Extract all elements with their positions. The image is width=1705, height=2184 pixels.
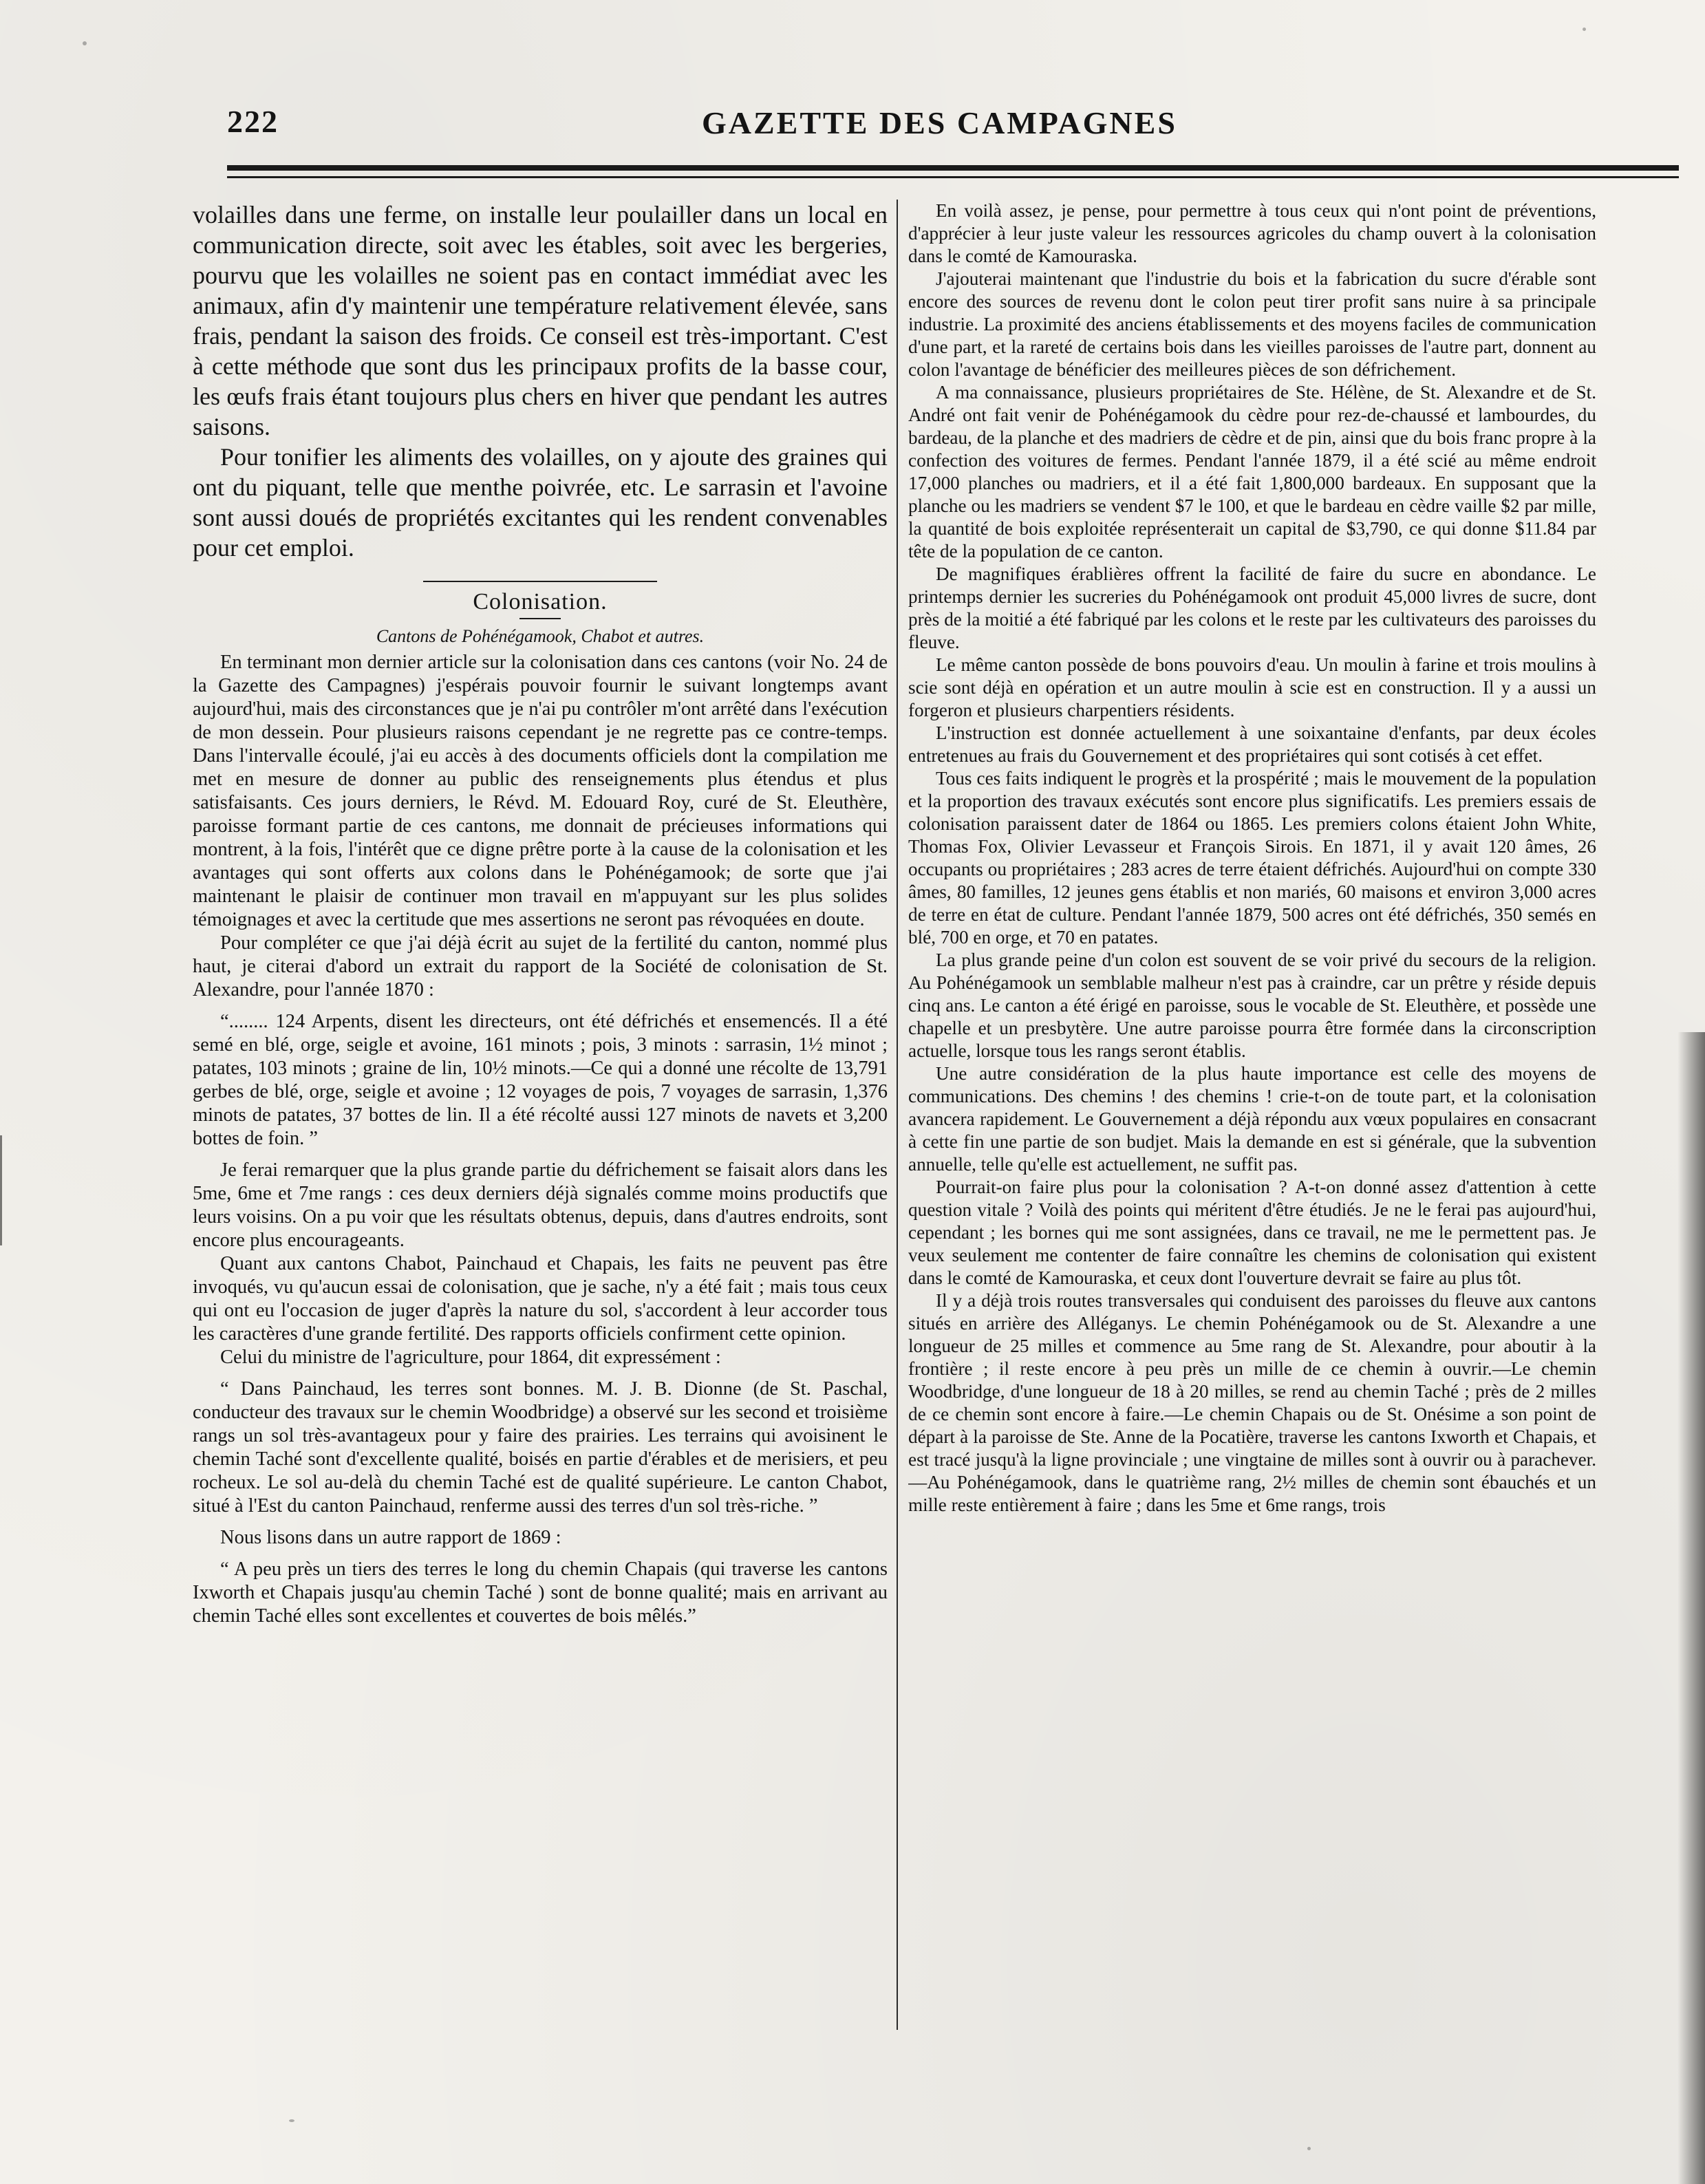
intro-text-block	[193, 200, 888, 563]
running-title: GAZETTE DES CAMPAGNES	[702, 105, 1177, 140]
scan-speck	[1307, 2147, 1311, 2150]
article-paragraph: En terminant mon dernier article sur la colonisation dans ces cantons (voir No. 24 de la Gazette des Campagnes) j'espérais pouvoir fournir le suivant longtemps avant aujourd'hui, mais des circonstances que je n'ai pu contrôler m'ont arrêté dans l'exécution de mon dessein. Pour plusieurs raisons cependant je ne regrette pas ce contre-temps. Dans l'intervalle écoulé, j'ai eu accès à des documents officiels dont la compilation me met en mesure de donner au public des renseignements plus étendus et plus satisfaisants. Ces jours derniers, le Révd. M. Edouard Roy, curé de St. Eleuthère, paroisse formant partie de ces cantons, me donnait de précieuses informations qui montrent, à la fois, l'intérêt que ce digne prêtre porte à la cause de la colonisation et les avantages qui sont offerts aux colons dans le Pohénégamook; de sorte que j'ai maintenant le plaisir de continuer mon travail en m'appuyant sur les plus solides témoignages et avec la certitude que mes assertions ne seront pas révoquées en doute.	[193, 652, 888, 930]
section-title: Colonisation.	[473, 589, 608, 614]
section-subtitle: Cantons de Pohénégamook, Chabot et autres.	[376, 626, 705, 646]
page-header	[227, 103, 1679, 151]
quoted-report: “........ 124 Arpents, disent les directeurs, ont été défrichés et ensemencés. Il a été semé en blé, orge, seigle et avoine, 161 minots ; pois, 3 minots : sarrasin, 1½ minot ; patates, 103 minots ; graine de lin, 10½ minots.—Ce qui a donné une récolte de 13,791 gerbes de blé, orge, seigle et avoine ; 12 voyages de pois, 7 voyages de sarrasin, 1,376 minots de patates, 37 bottes de lin. Il a été récolté aussi 127 minots de navets et 3,200 bottes de foin. ”	[193, 1011, 888, 1149]
intro-paragraph: volailles dans une ferme, on installe leur poulailler dans un local en communication directe, soit avec les étables, soit avec les bergeries, pourvu que les volailles ne soient pas en contact immédiat avec les animaux, afin d'y maintenir une température relativement élevée, sans frais, pendant la saison des froids. Ce conseil est très-important. C'est à cette méthode que sont dus les principaux profits de la basse cour, les œufs frais étant toujours plus chers en hiver que pendant les autres saisons.	[193, 201, 888, 440]
article-paragraph: Celui du ministre de l'agriculture, pour 1864, dit expressément :	[220, 1347, 721, 1368]
article-paragraph: Le même canton possède de bons pouvoirs d'eau. Un moulin à farine et trois moulins à scie sont déjà en opération et un autre moulin à scie est en construction. Il y a aussi un forgeron et plusieurs charpentiers résidents.	[908, 654, 1596, 720]
scan-edge-shadow	[1677, 1032, 1705, 2184]
article-paragraph: J'ajouterai maintenant que l'industrie du bois et la fabrication du sucre d'érable sont encore des sources de revenu dont le colon peut tirer profit sans nuire à sa principale industrie. La proximité des anciens établissements et des moyens faciles de communication d'une part, et la rareté de certains bois dans les vieilles paroisses de l'autre part, donnent au colon l'avantage de bénéficier des meilleures pièces de son défrichement.	[908, 268, 1596, 380]
scan-speck	[83, 41, 87, 45]
article-paragraph: Une autre considération de la plus haute importance est celle des moyens de communications. Des chemins ! des chemins ! crie-t-on de toute part, et la colonisation avancera rapidement. Le Gouvernement a déjà répondu aux vœux populaires en consacrant à cette fin une partie de son budjet. Mais la demande en est si générale, que la subvention annuelle, telle qu'elle est actuellement, ne suffit pas.	[908, 1063, 1596, 1175]
quoted-report: “ A peu près un tiers des terres le long du chemin Chapais (qui traverse les cantons Ixworth et Chapais jusqu'au chemin Taché ) sont de bonne qualité; mais en arrivant au chemin Taché elles sont excellentes et couvertes de bois mêlés.”	[193, 1559, 888, 1627]
header-rule-thin	[227, 176, 1679, 178]
article-paragraph: De magnifiques érablières offrent la facilité de faire du sucre en abondance. Le printemps dernier les sucreries du Pohénégamook ont produit 45,000 livres de sucre, dont près de la moitié a été fabriqué par les colons et le reste par les cultivateurs des paroisses du fleuve.	[908, 564, 1596, 652]
page-number: 222	[227, 104, 279, 139]
article-paragraph: Tous ces faits indiquent le progrès et la prospérité ; mais le mouvement de la population et la proportion des travaux exécutés sont encore plus significatifs. Les premiers essais de colonisation paraissent dater de 1864 ou 1865. Les premiers colons étaient John White, Thomas Fox, Olivier Levasseur et François Sirois. En 1871, il y avait 120 âmes, 26 occupants ou propriétaires ; 283 acres de terre étaient défrichés. Aujourd'hui on compte 330 âmes, 80 familles, 12 jeunes gens établis et non mariés, 60 maisons et environ 3,000 acres de terre en état de culture. Pendant l'année 1879, 500 acres ont été défrichés, 350 semés en blé, 700 en orge, et 70 en patates.	[908, 768, 1596, 948]
scan-speck	[1583, 28, 1586, 31]
article-paragraph: La plus grande peine d'un colon est souvent de se voir privé du secours de la religion. Au Pohénégamook un semblable malheur n'est pas à craindre, car un prêtre y réside depuis cinq ans. Le canton a été érigé en paroisse, sous le vocable de St. Eleuthère, et possède une chapelle et un presbytère. Une autre paroisse pourra être formée dans la circonscription actuelle, lorsque tous les rangs seront établis.	[908, 950, 1596, 1061]
article-paragraph: Pourrait-on faire plus pour la colonisation ? A-t-on donné assez d'attention à cette question vitale ? Voilà des points qui méritent d'être étudiés. Je ne le ferai pas aujourd'hui, cependant ; les bornes qui me sont assignées, dans ce travail, ne me le permettent pas. Je veux seulement me contenter de faire connaître les chemins de colonisation qui existent dans le comté de Kamouraska, et ceux dont l'ouverture devrait se faire au plus tôt.	[908, 1177, 1596, 1288]
article-paragraph: Il y a déjà trois routes transversales qui conduisent des paroisses du fleuve aux cantons situés en arrière des Alléganys. Le chemin Pohénégamook ou de St. Alexandre a une longueur de 25 milles et commence au 5me rang de St. Alexandre, pour aboutir à la frontière ; il reste encore à peu près un mille de ce chemin à ouvrir.—Le chemin Woodbridge, d'une longueur de 18 à 20 milles, se rend au chemin Taché ; près de 2 milles de ce chemin sont encore à faire.—Le chemin Chapais ou de St. Onésime a son point de départ à la paroisse de Ste. Anne de la Pocatière, traverse les cantons Ixworth et Chapais, et est tracé jusqu'à la ligne provinciale ; une vingtaine de milles sont à ouvrir ou à parachever.—Au Pohénégamook, dans le quatrième rang, 2½ milles de chemin sont ébauchés et un mille reste entièrement à faire ; dans les 5me et 6me rangs, trois	[908, 1290, 1596, 1515]
article-paragraph: Pour compléter ce que j'ai déjà écrit au sujet de la fertilité du canton, nommé plus haut, je citerai d'abord un extrait du rapport de la Société de colonisation de St. Alexandre, pour l'année 1870 :	[193, 932, 888, 1000]
section-separator	[423, 581, 657, 582]
column-divider	[897, 200, 898, 2030]
article-paragraph: A ma connaissance, plusieurs propriétaires de Ste. Hélène, de St. Alexandre et de St. André ont fait venir de Pohénégamook du cèdre pour rez-de-chaussé et lambourdes, du bardeau, de la planche et des madriers de cèdre et de pin, ainsi que du bois franc propre à la confection des voitures de fermes. Pendant l'année 1879, il a été scié au même endroit 17,000 planches ou madriers, et il a été fait 1,800,000 bardeaux. En supposant que la planche ou les madriers se vendent $7 le 100, et que le bardeau en cèdre vaille $2 par mille, la quantité de bois exploitée représenterait un capital de $3,790, ce qui donne $11.84 par tête de la population de ce canton.	[908, 382, 1596, 561]
article-paragraph: Nous lisons dans un autre rapport de 1869 :	[220, 1527, 561, 1548]
right-column	[908, 200, 1596, 2030]
header-rule-thick	[227, 165, 1679, 171]
article-paragraph: En voilà assez, je pense, pour permettre à tous ceux qui n'ont point de préventions, d'apprécier à leur juste valeur les ressources agricoles du champ ouvert à la colonisation dans le comté de Kamouraska.	[908, 200, 1596, 266]
left-column	[193, 200, 888, 2030]
intro-paragraph: Pour tonifier les aliments des volailles, on y ajoute des graines qui ont du piquant, telle que menthe poivrée, etc. Le sarrasin et l'avoine sont aussi doués de propriétés excitantes qui les rendent convenables pour cet emploi.	[193, 443, 888, 561]
quoted-report: “ Dans Painchaud, les terres sont bonnes. M. J. B. Dionne (de St. Paschal, conducteur des travaux sur le chemin Woodbridge) a observé sur les second et troisième rangs un sol très-avantageux pour y faire des prairies. Les terrains qui avoisinent le chemin Taché sont d'excellente qualité, boisés en partie d'érables et de merisiers, et peu rocheux. Le sol au-delà du chemin Taché est de qualité supérieure. Le canton Chabot, situé à l'Est du canton Painchaud, renferme aussi des terres d'un sol très-riche. ”	[193, 1378, 888, 1517]
subtitle-separator	[519, 618, 561, 619]
article-paragraph: Je ferai remarquer que la plus grande partie du défrichement se faisait alors dans les 5me, 6me et 7me rangs : ces deux derniers déjà signalés comme moins productifs que leurs voisins. On a pu voir que les résultats obtenus, depuis, dans d'autres endroits, sont encore plus encourageants.	[193, 1159, 888, 1251]
scan-speck	[289, 2119, 294, 2122]
article-paragraph: L'instruction est donnée actuellement à une soixantaine d'enfants, par deux écoles entretenues au frais du Gouvernement et des propriétaires qui sont cotisés à cet effet.	[908, 722, 1596, 766]
binding-mark	[0, 1135, 20, 1245]
article-paragraph: Quant aux cantons Chabot, Painchaud et Chapais, les faits ne peuvent pas être invoqués, vu qu'aucun essai de colonisation, que je sache, n'y a été fait ; mais tous ceux qui ont eu l'occasion de juger d'après la nature du sol, s'accordent à leur accorder tous les caractères d'une grande fertilité. Des rapports officiels confirment cette opinion.	[193, 1253, 888, 1345]
